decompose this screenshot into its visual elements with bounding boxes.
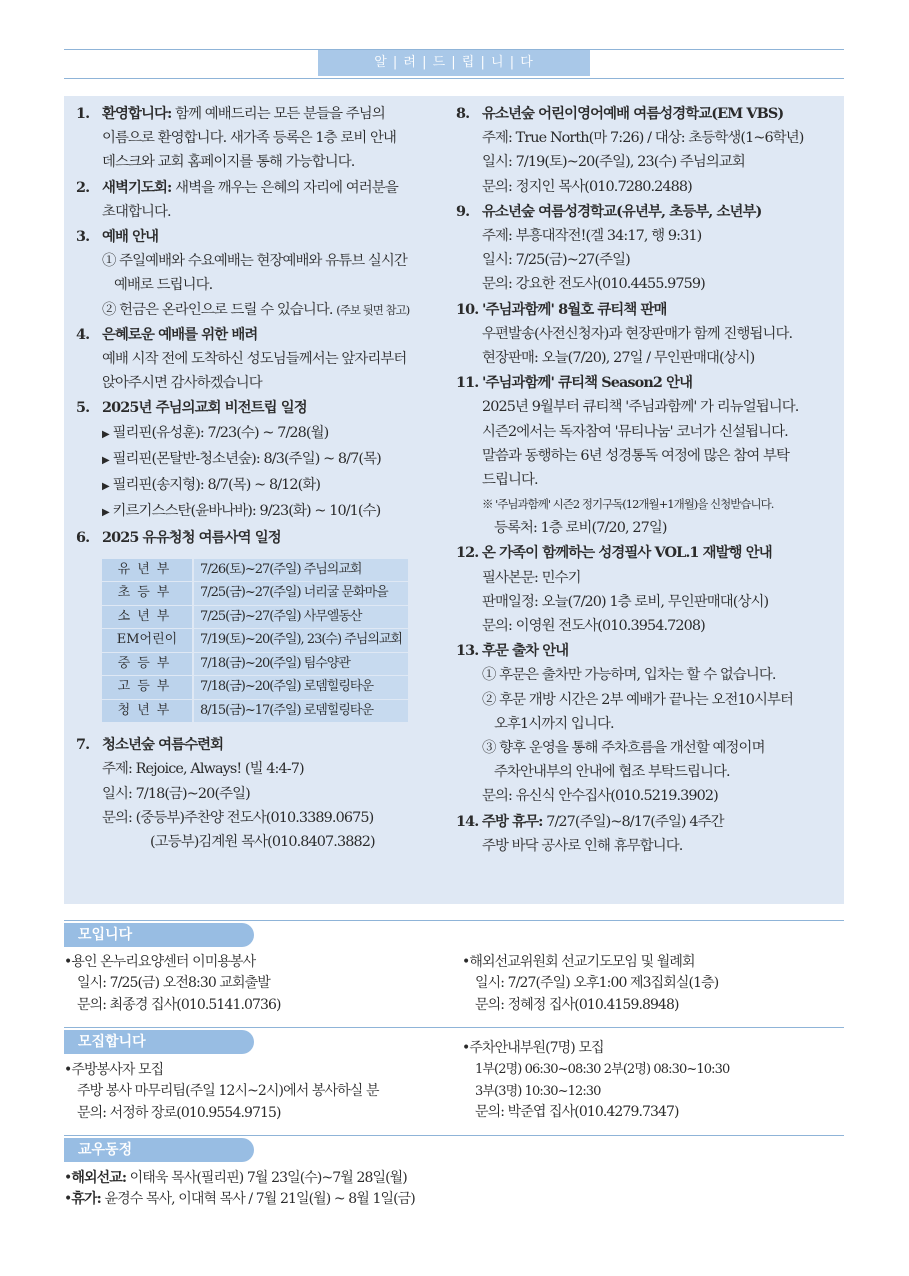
notice-bible-transcription: 12. 온 가족이 함께하는 성경필사 VOL.1 재발행 안내 필사본문: 민수기 판매일정: 오늘(7/20) 1층 로비, 무인판매대(상시) 문의: 이영원 전도사(010.3954.7208) bbox=[456, 544, 772, 635]
bullet-icon: • bbox=[64, 954, 72, 970]
notice-title: 유소년숲 여름성경학교(유년부, 초등부, 소년부) bbox=[482, 202, 762, 220]
bullet-icon: • bbox=[462, 954, 470, 970]
section-divider bbox=[64, 920, 844, 921]
table-row: 유년부 7/26(토)~27(주일) 주님의교회 bbox=[102, 559, 408, 582]
moim-left: •용인 온누리요양센터 이미용봉사 일시: 7/25(금) 오전8:30 교회출발 문의: 최종경 집사(010.5141.0736) bbox=[64, 954, 281, 1013]
section-tab-mojip: 모집합니다 bbox=[64, 1030, 254, 1054]
notice-title: 온 가족이 함께하는 성경필사 VOL.1 재발행 안내 bbox=[482, 544, 772, 562]
triangle-bullet-icon: ▶ bbox=[102, 428, 109, 440]
table-row: EM어린이 7/19(토)~20(주일), 23(수) 주님의교회 bbox=[102, 629, 408, 653]
triangle-bullet-icon: ▶ bbox=[102, 454, 109, 466]
list-item: •해외선교: 이태욱 목사(필리핀) 7월 23일(수)~7월 28일(월) bbox=[64, 1170, 407, 1186]
table-row: 청년부 8/15(금)~17(주일) 로뎀힐링타운 bbox=[102, 699, 408, 723]
table-row: 초등부 7/25(금)~27(주일) 너리굴 문화마을 bbox=[102, 582, 408, 606]
notice-kitchen-closed: 14. 주방 휴무: 7/27(주일)~8/17(주일) 4주간 주방 바닥 공사로 인해 휴무합니다. bbox=[456, 812, 724, 854]
section-divider bbox=[64, 1135, 844, 1136]
section-tab-moim: 모입니다 bbox=[64, 923, 254, 947]
notice-right-column bbox=[456, 102, 840, 859]
notice-title: '주님과함께' 큐티책 Season2 안내 bbox=[482, 374, 693, 392]
notice-dawn-prayer: 2. 새벽기도회: 새벽을 깨우는 은혜의 자리에 여러분을 초대합니다. bbox=[76, 178, 398, 220]
notice-title: 청소년숲 여름수련회 bbox=[102, 736, 224, 754]
notice-title: 후문 출차 안내 bbox=[482, 642, 569, 660]
header-divider bbox=[64, 78, 844, 79]
notice-header: 알 | 려 | 드 | 립 | 니 | 다 bbox=[318, 50, 590, 76]
mojip-right: •주차안내부원(7명) 모집 1부(2명) 06:30~08:30 2부(2명) 08:30~10:30 3부(3명) 10:30~12:30 문의: 박준엽 집사(010.4279.7347) bbox=[462, 1040, 730, 1120]
notice-title: 새벽기도회: bbox=[102, 178, 172, 196]
notice-title: '주님과함께' 8월호 큐티책 판매 bbox=[482, 300, 667, 318]
notice-vbs: 9. 유소년숲 여름성경학교(유년부, 초등부, 소년부) 주제: 부흥대작전!(겔 34:17, 행 9:31) 일시: 7/25(금)~27(주일) 문의: 강요한 전도사(010.4455.9759) bbox=[456, 202, 762, 293]
triangle-bullet-icon: ▶ bbox=[102, 481, 109, 493]
summer-schedule-table bbox=[102, 559, 408, 724]
notice-title: 유소년숲 어린이영어예배 여름성경학교(EM VBS) bbox=[482, 105, 784, 122]
triangle-bullet-icon: ▶ bbox=[102, 507, 109, 519]
notice-left-column bbox=[76, 102, 454, 855]
gyowoo-list bbox=[64, 1168, 415, 1211]
notice-title: 2025 유유청청 여름사역 일정 bbox=[102, 529, 281, 547]
table-row: 소년부 7/25(금)~27(주일) 사무엘동산 bbox=[102, 605, 408, 629]
table-row: 중등부 7/18(금)~20(주일) 팀수양관 bbox=[102, 652, 408, 676]
notice-worship-guide: 3. 예배 안내 ① 주일예배와 수요예배는 현장예배와 유튜브 실시간 예배로 드립니다. ② 헌금은 온라인으로 드릴 수 있습니다. (주보 뒷면 참고) bbox=[76, 228, 410, 318]
bullet-icon: • bbox=[462, 1040, 470, 1056]
table-row: 고등부 7/18(금)~20(주일) 로뎀힐링타운 bbox=[102, 676, 408, 700]
notice-board bbox=[64, 96, 844, 904]
notice-summer-schedule: 6. 2025 유유청청 여름사역 일정 유년부 7/26(토)~27(주일) 주님의교회 초등부 7/25(금)~27(주일) 너리굴 문화마을 소년부 7/25(금)~27(주일) 사무엘동산 EM어린이 7/19(토)~20(주일), 23(수) 주님의교회 중등부 7/18(금)~20(주일) 팀수양관 고등부 7/18(금)~20(주일) 로뎀힐링타운 청년부 8/15(금)~17(주일) 로뎀힐링타운 bbox=[76, 526, 454, 723]
bullet-icon: • bbox=[64, 1062, 72, 1078]
mojip-left: •주방봉사자 모집 주방 봉사 마무리팀(주일 12시~2시)에서 봉사하실 분 문의: 서정하 장로(010.9554.9715) bbox=[64, 1062, 379, 1121]
section-divider bbox=[64, 1027, 844, 1028]
moim-right: •해외선교위원회 선교기도모임 및 월례회 일시: 7/27(주일) 오후1:00 제3집회실(1층) 문의: 정혜정 집사(010.4159.8948) bbox=[462, 954, 719, 1013]
notice-vision-trip: 5. 2025년 주님의교회 비전트립 일정 ▶ 필리핀(유성훈): 7/23(수) ~ 7/28(월) ▶ 필리핀(몬탈반-청소년숲): 8/3(주일) ~ 8/7(목) ▶ 필리핀(송지형): 8/7(목) ~ 8/12(화) ▶ 키르기스스탄(윤바나바): 9/23(화) ~ 10/1(수) bbox=[76, 399, 381, 520]
notice-title: 2025년 주님의교회 비전트립 일정 bbox=[102, 399, 307, 417]
notice-qt-season2: 11. '주님과함께' 큐티책 Season2 안내 2025년 9월부터 큐티책 '주님과함께' 가 리뉴얼됩니다. 시즌2에서는 독자참여 '뮤티나눔' 코너가 신설됩니다. 말씀과 동행하는 6년 성경통독 여정에 많은 참여 부탁 드립니다. ※ '주님과함께' 시즌2 정기구독(12개월+1개월)을 신청받습니다. 등록처: 1층 로비(7/20, 27일) bbox=[456, 374, 799, 537]
notice-title: 환영합니다: bbox=[102, 105, 172, 122]
notice-welcome: 1. 환영합니다: 함께 예배드리는 모든 분들을 주님의 이름으로 환영합니다. 새가족 등록은 1층 로비 안내 데스크와 교회 홈페이지를 통해 가능합니다. bbox=[76, 105, 397, 171]
notice-youth-retreat: 7. 청소년숲 여름수련회 주제: Rejoice, Always! (빌 4:4-7) 일시: 7/18(금)~20(주일) 문의: (중등부)주찬양 전도사(010.3389.0675) (고등부)김계원 목사(010.8407.3882) bbox=[76, 736, 375, 850]
list-item: •휴가: 윤경수 목사, 이대혁 목사 / 7월 21일(월) ~ 8월 1일(금) bbox=[64, 1191, 415, 1208]
notice-title: 주방 휴무: bbox=[482, 812, 543, 830]
section-tab-gyowoo: 교우동정 bbox=[64, 1138, 254, 1162]
notice-qt-book-sale: 10. '주님과함께' 8월호 큐티책 판매 우편발송(사전신청자)과 현장판매가 함께 진행됩니다. 현장판매: 오늘(7/20), 27일 / 무인판매대(상시) bbox=[456, 300, 793, 367]
notice-em-vbs: 8. 유소년숲 어린이영어예배 여름성경학교(EM VBS) 주제: True North(마 7:26) / 대상: 초등학생(1~6학년) 일시: 7/19(토)~20(주일), 23(수) 주님의교회 문의: 정지인 목사(010.7280.2488) bbox=[456, 105, 804, 195]
notice-title: 예배 안내 bbox=[102, 228, 159, 246]
bullet-icon: • bbox=[64, 1170, 72, 1186]
notice-title: 은혜로운 예배를 위한 배려 bbox=[102, 325, 258, 343]
bullet-icon: • bbox=[64, 1191, 72, 1208]
notice-worship-courtesy: 4. 은혜로운 예배를 위한 배려 예배 시작 전에 도착하신 성도님들께서는 앞자리부터 앉아주시면 감사하겠습니다 bbox=[76, 325, 407, 392]
notice-back-gate: 13. 후문 출차 안내 ① 후문은 출차만 가능하며, 입차는 할 수 없습니다. ② 후문 개방 시간은 2부 예배가 끝나는 오전10시부터 오후1시까지 입니다. ③ 향후 운영을 통해 주차흐름을 개선할 예정이며 주차안내부의 안내에 협조 부탁드립니다. 문의: 유신식 안수집사(010.5219.3902) bbox=[456, 642, 794, 805]
